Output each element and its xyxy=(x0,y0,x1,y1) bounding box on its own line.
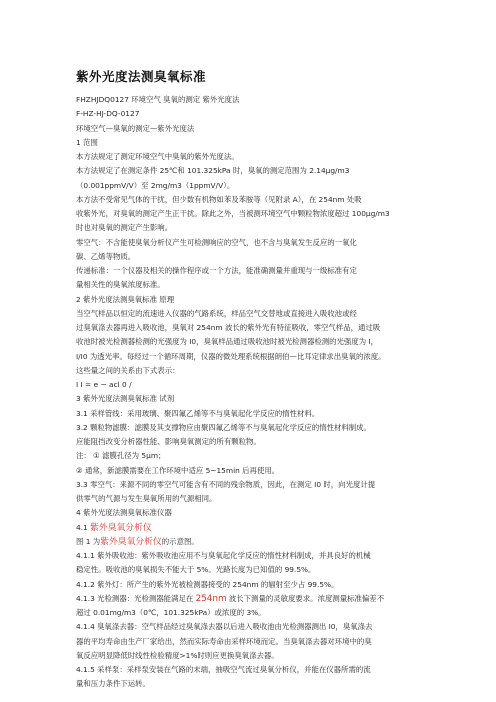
text-line: 超过 0.01mg/m3（0℃，101.325kPa）或浓度的 3%。 xyxy=(76,608,266,617)
text-line: 量和压力条件下运转。 xyxy=(76,679,150,689)
section-heading: 1 范围 xyxy=(76,137,98,147)
figure-ref-suffix: 的示意图。 xyxy=(161,536,199,546)
text-line: 传递标准：一个仪器及相关的操作程序或一个方法，能准确测量并重现与一级标准有定 xyxy=(76,266,357,275)
text-line: （0.001ppmV/V）至 2mg/m3（1ppmV/V）。 xyxy=(76,180,235,190)
text-line: 这些量之间的关系由下式表示： xyxy=(76,365,180,375)
figure-ref-prefix: 图 1 为 xyxy=(76,536,101,546)
text-line: 4.1.2 紫外灯：所产生的紫外光被检测器接受的 254nm 的辐射至少占 99.5%。 xyxy=(76,579,339,589)
text-line: F-HZ-HJ-DQ-0127 xyxy=(76,109,140,119)
text-line: 碳、乙烯等物质。 xyxy=(76,251,136,261)
text-line: 本方法不受常见气体的干扰，但少数有机物如苯及苯胺等（见附录 A），在 254nm 处吸 xyxy=(76,194,362,204)
document-title: 紫外光度法测臭氧标准 xyxy=(76,69,207,84)
text-line: 收池时被光检测器检测的光强度为 I0，臭氧样品通过吸收池时被光检测器检测的光强度为 I， xyxy=(76,337,378,347)
text-line: 量相关性的臭氧浓度标准。 xyxy=(76,280,165,290)
section-heading: 2 紫外光度法测臭氧标准 原理 xyxy=(76,294,175,304)
line-suffix: 波长下测量的灵敏度要求。浓度测量标准偏差不 xyxy=(226,593,385,603)
note-line: ② 通常，新滤膜需要在工作环境中适应 5~15min 后再使用。 xyxy=(76,465,280,475)
text-line: 时也对臭氧的测定产生影响。 xyxy=(76,223,173,233)
text-line: FHZHJDQ0127 环境空气 臭氧的测定 紫外光度法 xyxy=(76,95,240,104)
line-prefix: 4.1.3 光检测器：光检测器能满足在 xyxy=(76,593,196,603)
text-line: 稳定性。吸收池的臭氧损失不能大于 5%。光路长度为已知值的 99.5%。 xyxy=(76,565,316,575)
text-line: 氧反应明显降低时线性检验精度>1%时则应更换臭氧涤去器。 xyxy=(76,650,279,660)
highlighted-term: 紫外臭氧分析仪 xyxy=(100,536,162,547)
text-line: 4.1.4 臭氧涤去器：空气样品经过臭氧涤去器以后进入吸收池由光检测器测出 I0，臭氧涤去 xyxy=(76,622,373,632)
text-line: 收紫外光，对臭氧的测定产生正干扰。除此之外，当被测环境空气中颗粒物浓度超过 100μg/m3 xyxy=(76,209,390,218)
document-body xyxy=(76,93,486,692)
text-line: 器的平均寿命由生产厂家给出，然而实际寿命由采样环境而定。当臭氧涤去器对环境中的臭 xyxy=(76,636,372,646)
formula-line: I I = e − acl 0 / xyxy=(76,380,132,389)
text-line: 本方法规定了测定环境空气中臭氧的紫外光度法。 xyxy=(76,152,239,161)
text-line: 过臭氧涤去器再进入吸收池，臭氧对 254nm 波长的紫外光有特征吸收，零空气样品，通过吸 xyxy=(76,323,381,332)
text-line: 环境空气—臭氧的测定—紫外光度法 xyxy=(76,123,195,133)
note-line: 注： ① 滤膜孔径为 5μm； xyxy=(76,451,166,461)
section-heading: 4 紫外光度法测臭氧标准仪器 xyxy=(76,508,172,518)
figure-reference-line xyxy=(76,535,486,549)
text-line: 零空气：不含能使臭氧分析仪产生可检测响应的空气，也不含与臭氧发生反应的一氧化 xyxy=(76,237,357,247)
text-line xyxy=(76,592,486,606)
text-line: 本方法规定了在测定条件 25℃和 101.325kPa 时，臭氧的测定范围为 2.14μg/m3 xyxy=(76,166,350,176)
text-line: 3.2 颗粒物滤膜：滤膜及其支撑物应由聚四氟乙烯等不与臭氧起化学反应的惰性材料制成。 xyxy=(76,422,371,432)
subsection-number: 4.1 xyxy=(76,522,91,532)
text-line: 供零气的气源与发生臭氧所用的气源相同。 xyxy=(76,494,217,503)
text-line: 应能阻挡改变分析器性能、影响臭氧测定的所有颗粒物。 xyxy=(76,437,261,446)
text-line: I/I0 为透光率。每经过一个循环周期，仪器的微处理系统根据朗伯—比耳定律求出臭氧的浓度。 xyxy=(76,351,386,361)
highlighted-term: 254nm xyxy=(195,593,227,604)
subsection-heading xyxy=(76,521,486,535)
text-line: 4.1.1 紫外吸收池：紫外吸收池应用不与臭氧起化学反应的惰性材料制成，并具良好的机械 xyxy=(76,551,371,560)
highlighted-term: 紫外臭氧分析仪 xyxy=(90,522,152,533)
text-line: 4.1.5 采样泵：采样泵安装在气路的末端，抽吸空气流过臭氧分析仪，并能在仪器所需的流 xyxy=(76,665,371,674)
text-line: 3.3 零空气：来源不同的零空气可能含有不同的残余物质，因此，在测定 I0 时，向光度计提 xyxy=(76,479,376,489)
text-line: 3.1 采样管线：采用玻璃、聚四氟乙烯等不与臭氧起化学反应的惰性材料。 xyxy=(76,408,320,418)
text-line: 当空气样品以恒定的流速进入仪器的气路系统，样品空气交替地或直接进入吸收池或经 xyxy=(76,308,357,318)
section-heading: 3 紫外光度法测臭氧标准 试剂 xyxy=(76,394,175,404)
